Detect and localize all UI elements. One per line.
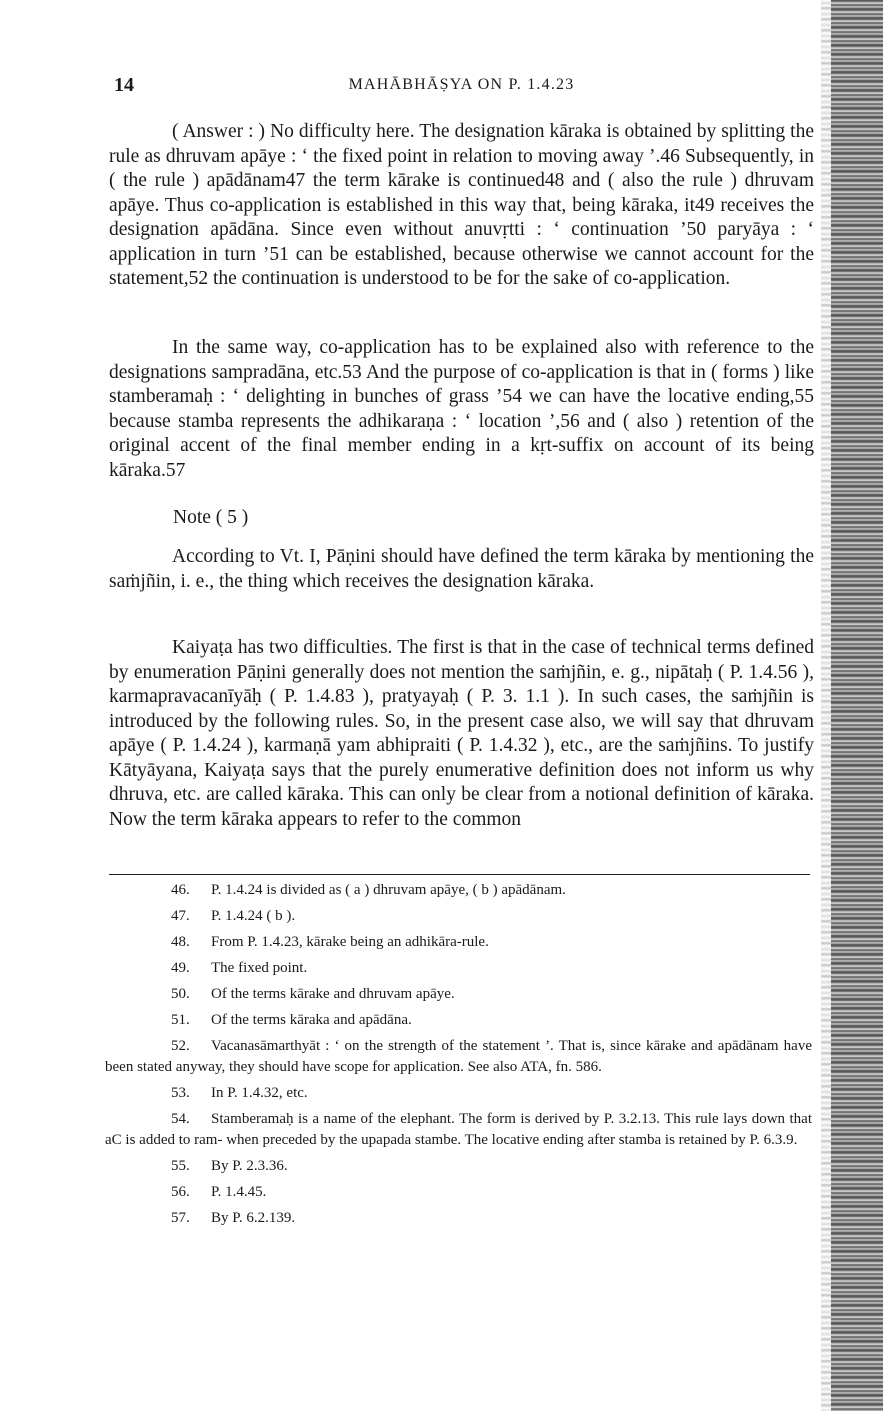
running-head: MAHĀBHĀṢYA ON P. 1.4.23 (348, 76, 575, 93)
footnote-57: 57. By P. 6.2.139. (171, 1210, 296, 1226)
footnote-46: 46. P. 1.4.24 is divided as ( a ) dhruvam apāye, ( b ) apādānam. (171, 882, 566, 898)
footnote-rule (109, 874, 810, 875)
paragraph-kaiyata (109, 636, 814, 832)
scan-edge-speckle (821, 0, 831, 1411)
paragraph-co-application (109, 336, 814, 483)
footnote-49: 49. The fixed point. (171, 960, 308, 976)
footnote-50: 50. Of the terms kārake and dhruvam apāye. (171, 986, 455, 1002)
footnote-52: 52. Vacanasāmarthyāt : ‘ on the strength of the statement ’. That is, since kārake and apādānam have been stated anyway, they should have scope for application. See also ATA, fn. 586. (105, 1038, 812, 1075)
footnote-54: 54. Stamberamaḥ is a name of the elephant. The form is derived by P. 3.2.13. This rule lays down that aC is added to ram- when preceded by the upapada stambe. The locative ending after stamba is retained by P. 6.3.9. (105, 1111, 812, 1148)
footnote-47: 47. P. 1.4.24 ( b ). (171, 908, 296, 924)
page-number: 14 (114, 74, 134, 96)
paragraph-text: In the same way, co-application has to be explained also with reference to the designations sampradāna, etc.53 And the purpose of co-application is that in ( forms ) like stamberamaḥ : ‘ delighting in bunches of grass ’54 we can have the locative ending,55 because stamba represents the adhikaraṇa : ‘ location ’,56 and ( also ) retention of the original accent of the final member ending in a kṛt-suffix on account of its being kāraka.57 (109, 337, 814, 481)
note-heading: Note ( 5 ) (173, 507, 249, 528)
footnote-55: 55. By P. 2.3.36. (171, 1158, 288, 1174)
paragraph-text: Kaiyaṭa has two difficulties. The first is that in the case of technical terms defined by enumeration Pāṇini generally does not mention the saṁjñin, e. g., nipātaḥ ( P. 1.4.56 ), karmapravacanīyāḥ ( P. 1.4.83 ), pratyayaḥ ( P. 3. 1.1 ). In such cases, the saṁjñin is introduced by the following rules. So, in the present case also, we will say that dhruvam apāye ( P. 1.4.24 ), karmaṇā yam abhipraiti ( P. 1.4.32 ), etc., are the saṁjñins. To justify Kātyāyana, Kaiyaṭa says that the purely enumerative definition does not inform us why dhruva, etc. are called kāraka. This can only be clear from a notional definition of kāraka. Now the term kāraka appears to refer to the common (109, 637, 814, 830)
footnote-list (105, 880, 812, 1234)
footnote-51: 51. Of the terms kāraka and apādāna. (171, 1012, 412, 1028)
paragraph-text: ( Answer : ) No difficulty here. The designation kāraka is obtained by splitting the rule as dhruvam apāye : ‘ the fixed point in relation to moving away ’.46 Subsequently, in ( the rule ) apādānam47 the term kārake is continued48 and ( also the rule ) dhruvam apāye. Thus co-application is established in this way that, being kāraka, it49 receives the designation apādāna. Since even without anuvṛtti : ‘ continuation ’50 paryāya : ‘ application in turn ’51 can be established, because otherwise we cannot account for the statement,52 the continuation is understood to be for the sake of co-application. (109, 121, 814, 289)
paragraph-vt-one (109, 545, 814, 594)
scan-edge-shadow (831, 0, 883, 1411)
page-header (109, 74, 814, 100)
paragraph-answer (109, 120, 814, 292)
footnote-48: 48. From P. 1.4.23, kārake being an adhikāra-rule. (171, 934, 489, 950)
paragraph-text: According to Vt. I, Pāṇini should have defined the term kāraka by mentioning the saṁjñin, i. e., the thing which receives the designation kāraka. (109, 546, 814, 592)
footnote-53: 53. In P. 1.4.32, etc. (171, 1085, 308, 1101)
footnote-56: 56. P. 1.4.45. (171, 1184, 267, 1200)
